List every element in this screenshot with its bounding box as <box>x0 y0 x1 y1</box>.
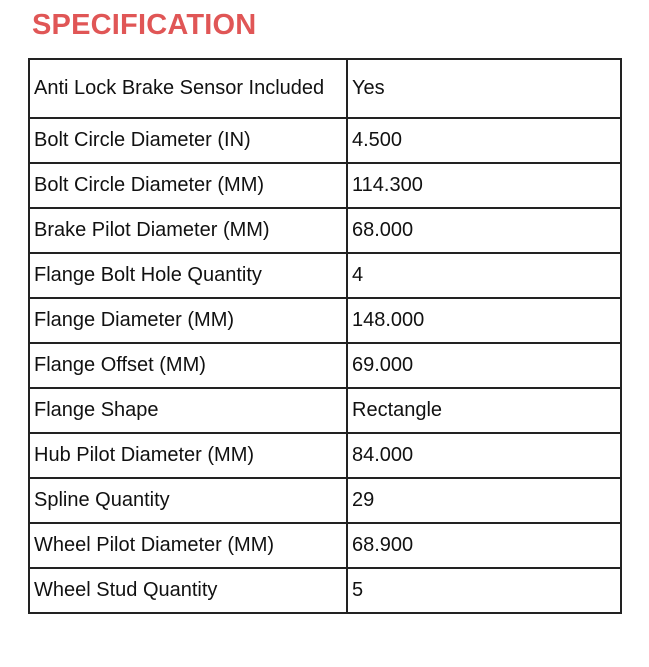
table-row <box>29 253 621 298</box>
table-row <box>29 568 621 613</box>
table-row <box>29 478 621 523</box>
spec-value: 114.300 <box>347 163 621 208</box>
spec-value: Yes <box>347 59 621 118</box>
table-row <box>29 118 621 163</box>
spec-label: Bolt Circle Diameter (IN) <box>29 118 347 163</box>
spec-label: Flange Bolt Hole Quantity <box>29 253 347 298</box>
spec-value: Rectangle <box>347 388 621 433</box>
spec-label: Bolt Circle Diameter (MM) <box>29 163 347 208</box>
spec-value: 5 <box>347 568 621 613</box>
table-row <box>29 523 621 568</box>
table-row <box>29 298 621 343</box>
spec-label: Hub Pilot Diameter (MM) <box>29 433 347 478</box>
table-row <box>29 208 621 253</box>
spec-label: Anti Lock Brake Sensor Included <box>29 59 347 118</box>
spec-value: 4 <box>347 253 621 298</box>
spec-value: 69.000 <box>347 343 621 388</box>
spec-label: Spline Quantity <box>29 478 347 523</box>
spec-value: 68.900 <box>347 523 621 568</box>
spec-label: Flange Shape <box>29 388 347 433</box>
spec-label: Flange Offset (MM) <box>29 343 347 388</box>
spec-value: 68.000 <box>347 208 621 253</box>
spec-value: 4.500 <box>347 118 621 163</box>
spec-value: 29 <box>347 478 621 523</box>
specification-table <box>28 58 622 614</box>
table-row <box>29 163 621 208</box>
spec-label: Wheel Pilot Diameter (MM) <box>29 523 347 568</box>
table-row <box>29 343 621 388</box>
spec-label: Flange Diameter (MM) <box>29 298 347 343</box>
spec-value: 148.000 <box>347 298 621 343</box>
table-row <box>29 59 621 118</box>
section-title: SPECIFICATION <box>32 9 257 41</box>
spec-label: Brake Pilot Diameter (MM) <box>29 208 347 253</box>
spec-value: 84.000 <box>347 433 621 478</box>
spec-label: Wheel Stud Quantity <box>29 568 347 613</box>
table-row <box>29 388 621 433</box>
table-row <box>29 433 621 478</box>
